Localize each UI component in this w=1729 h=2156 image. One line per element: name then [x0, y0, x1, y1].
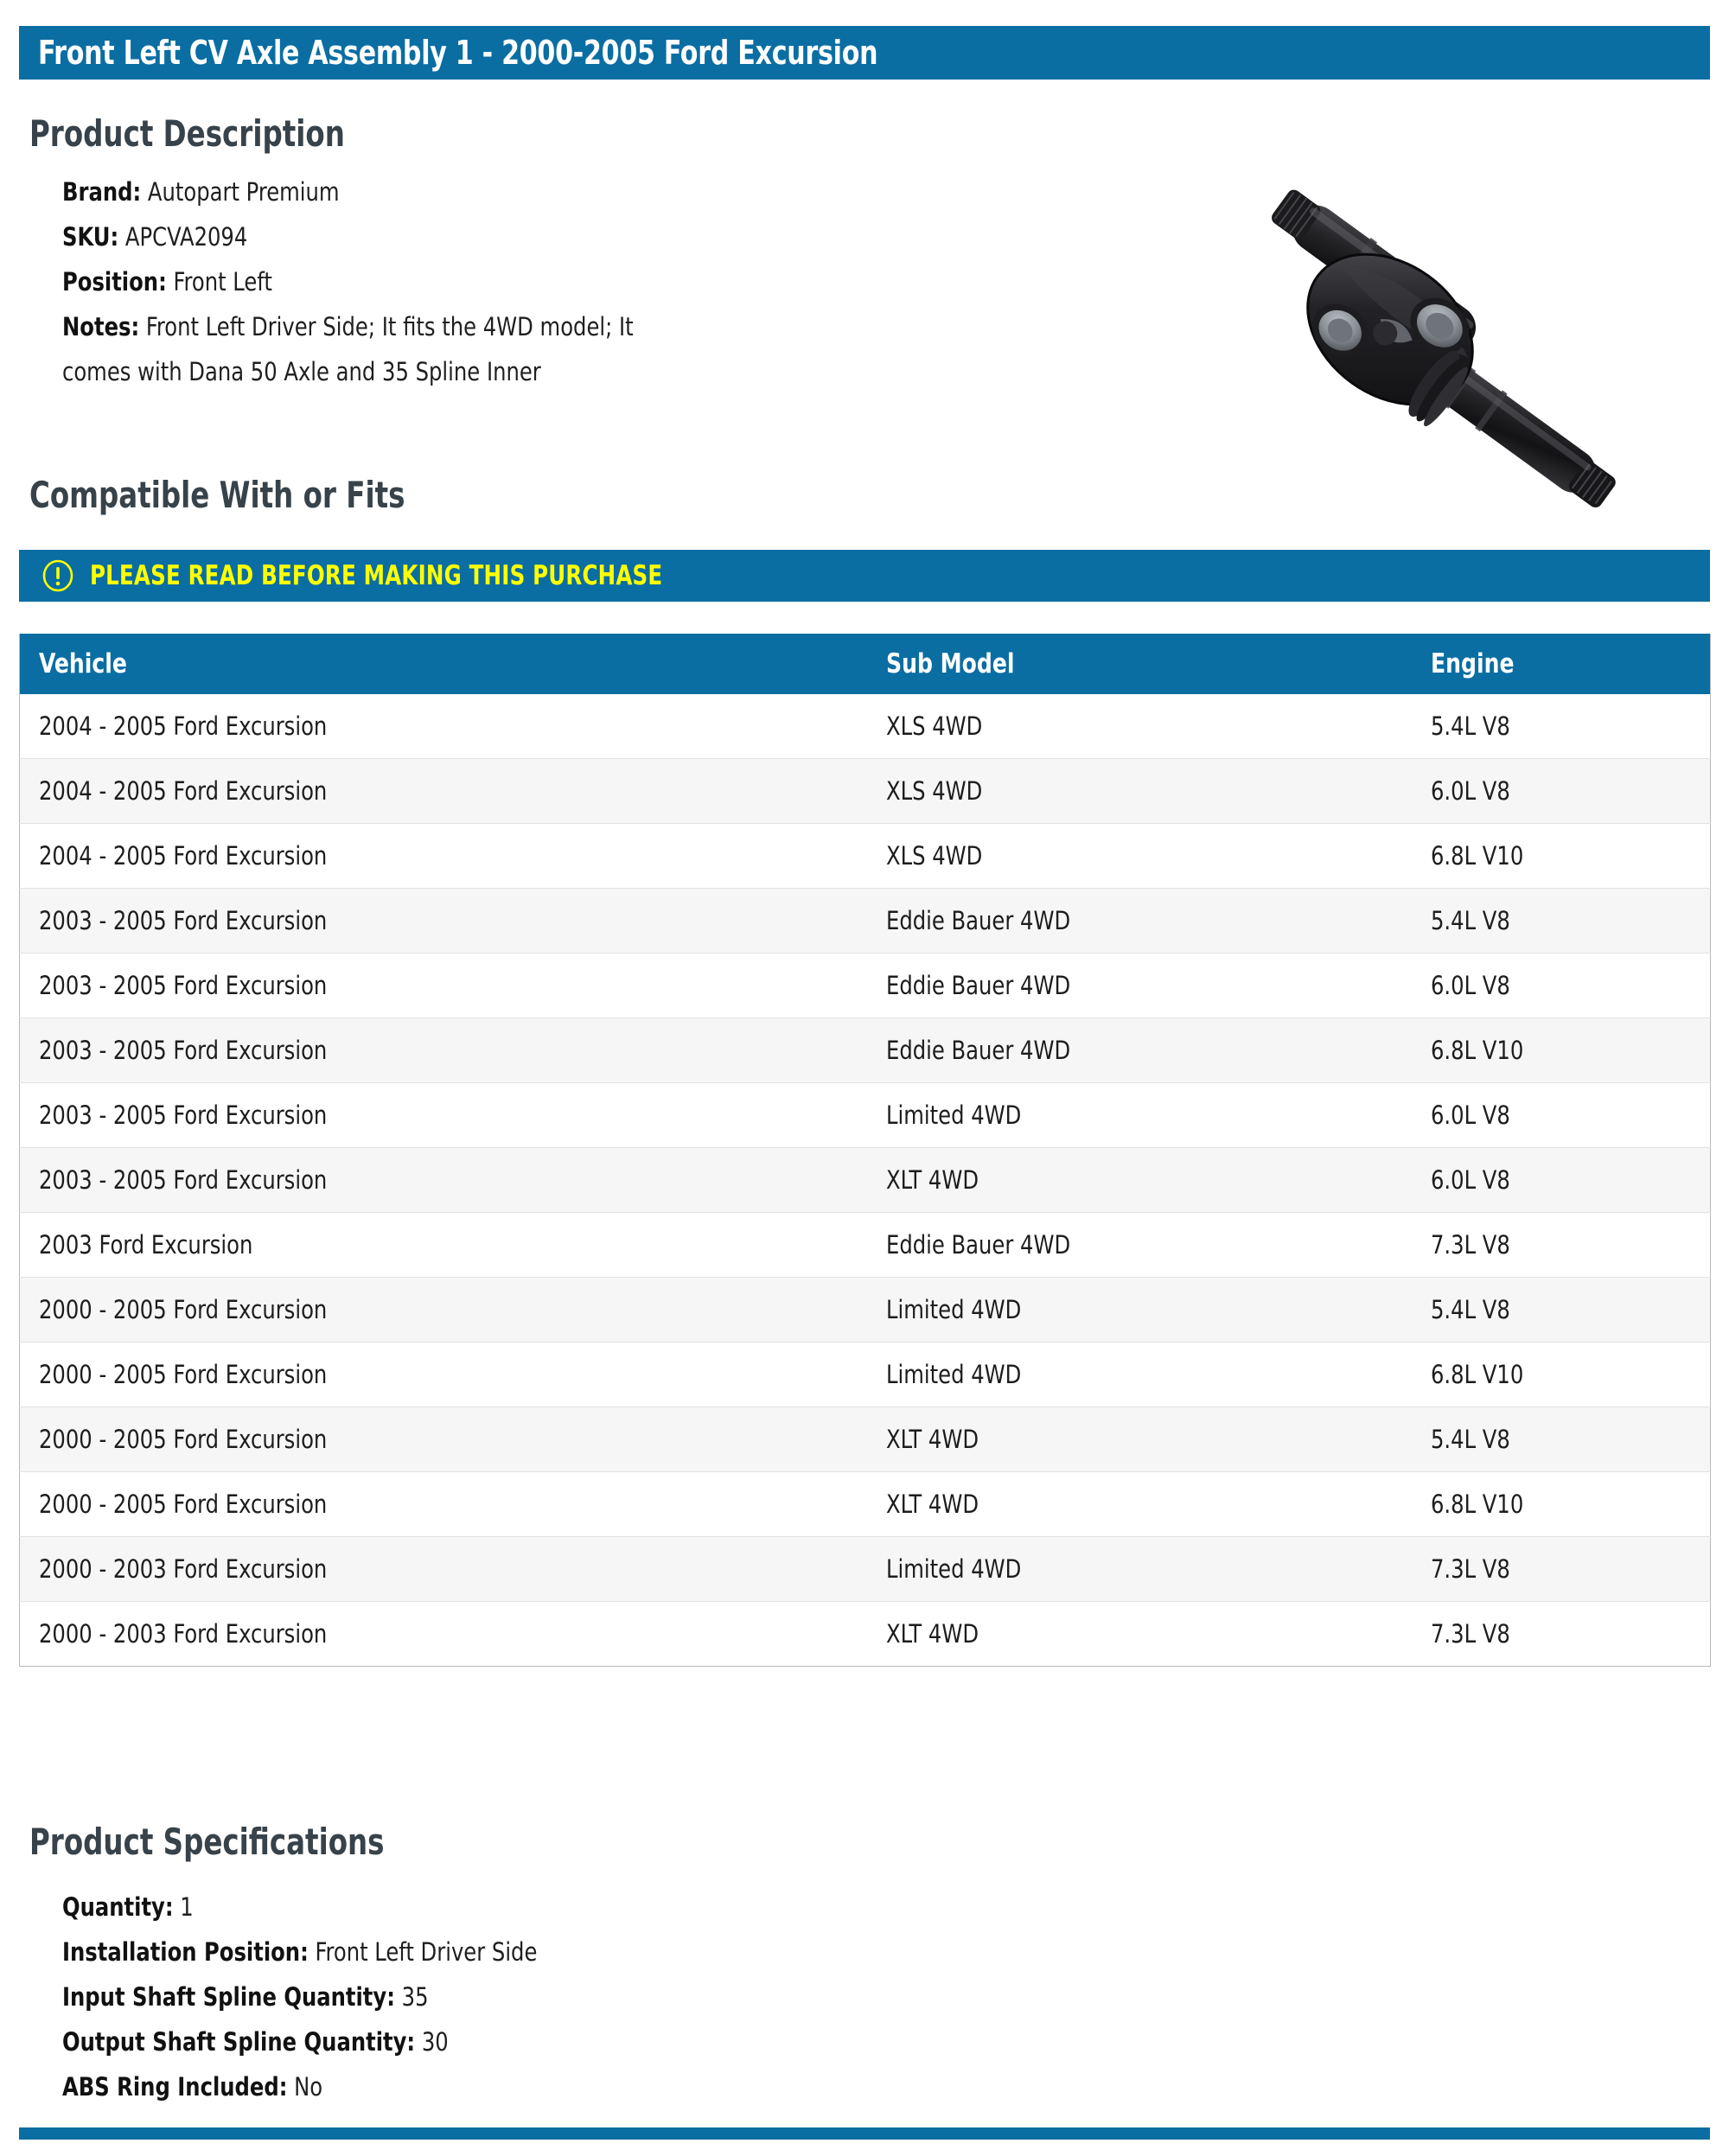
cell-sub-model: XLT 4WD	[867, 1407, 1412, 1472]
cell-sub-model: Eddie Bauer 4WD	[867, 1018, 1412, 1083]
cell-vehicle: 2000 - 2005 Ford Excursion	[20, 1472, 867, 1537]
cell-vehicle: 2000 - 2003 Ford Excursion	[20, 1602, 867, 1667]
compatibility-table-head	[20, 634, 1711, 694]
cell-vehicle: 2003 - 2005 Ford Excursion	[20, 954, 867, 1018]
table-header-row	[20, 634, 1711, 694]
description-label-sku: SKU:	[62, 222, 119, 252]
cell-vehicle: 2000 - 2003 Ford Excursion	[20, 1537, 867, 1602]
cell-vehicle: 2004 - 2005 Ford Excursion	[20, 824, 867, 889]
product-description-heading: Product Description	[29, 112, 345, 155]
compatibility-heading: Compatible With or Fits	[29, 474, 405, 516]
cell-vehicle: 2003 - 2005 Ford Excursion	[20, 1018, 867, 1083]
description-label-position: Position:	[62, 267, 167, 297]
cell-engine: 5.4L V8	[1412, 889, 1711, 954]
purchase-warning-text: PLEASE READ BEFORE MAKING THIS PURCHASE	[90, 560, 663, 591]
specifications-heading: Product Specifications	[29, 1821, 385, 1863]
purchase-warning-banner	[19, 550, 1710, 602]
cell-sub-model: Limited 4WD	[867, 1343, 1412, 1407]
cell-engine: 6.8L V10	[1412, 1472, 1711, 1537]
description-value-notes: Front Left Driver Side; It fits the 4WD model; It comes with Dana 50 Axle and 35 Spline Inner	[62, 312, 634, 386]
cell-engine: 6.0L V8	[1412, 1148, 1711, 1213]
cell-engine: 6.0L V8	[1412, 954, 1711, 1018]
cell-engine: 6.8L V10	[1412, 1343, 1711, 1407]
table-row	[20, 759, 1711, 824]
table-row	[20, 954, 1711, 1018]
cell-sub-model: XLT 4WD	[867, 1602, 1412, 1667]
spec-label-installation-position: Installation Position:	[62, 1937, 309, 1967]
cell-sub-model: Limited 4WD	[867, 1537, 1412, 1602]
cell-vehicle: 2003 - 2005 Ford Excursion	[20, 1148, 867, 1213]
cell-engine: 6.8L V10	[1412, 1018, 1711, 1083]
column-header-sub-model: Sub Model	[867, 634, 1412, 694]
spec-value-quantity: 1	[180, 1892, 194, 1922]
spec-field-installation-position	[62, 1930, 1188, 1974]
table-row	[20, 1018, 1711, 1083]
description-value-position: Front Left	[173, 267, 272, 297]
cell-engine: 6.0L V8	[1412, 1083, 1711, 1148]
cell-engine: 5.4L V8	[1412, 1407, 1711, 1472]
table-row	[20, 1472, 1711, 1537]
cell-vehicle: 2004 - 2005 Ford Excursion	[20, 759, 867, 824]
cell-sub-model: Limited 4WD	[867, 1278, 1412, 1343]
table-row	[20, 1213, 1711, 1278]
table-row	[20, 1407, 1711, 1472]
cell-vehicle: 2004 - 2005 Ford Excursion	[20, 694, 867, 759]
cell-sub-model: Eddie Bauer 4WD	[867, 954, 1412, 1018]
cell-sub-model: Limited 4WD	[867, 1083, 1412, 1148]
page-title: Front Left CV Axle Assembly 1 - 2000-2005 Ford Excursion	[38, 34, 878, 72]
table-row	[20, 1148, 1711, 1213]
specifications-list	[62, 1885, 1273, 2109]
cell-sub-model: XLS 4WD	[867, 694, 1412, 759]
description-value-brand: Autopart Premium	[147, 177, 340, 207]
page-title-bar	[19, 26, 1710, 80]
compatibility-table	[19, 634, 1711, 1667]
spec-value-output-shaft-spline-quantity: 30	[421, 2027, 449, 2057]
spec-label-quantity: Quantity:	[62, 1892, 174, 1922]
compatibility-table-body	[20, 694, 1711, 1667]
spec-value-input-shaft-spline-quantity: 35	[401, 1982, 429, 2012]
cell-sub-model: Eddie Bauer 4WD	[867, 889, 1412, 954]
cell-engine: 5.4L V8	[1412, 694, 1711, 759]
spec-field-abs-ring-included	[62, 2064, 1188, 2109]
spec-label-abs-ring-included: ABS Ring Included:	[62, 2072, 288, 2102]
cell-engine: 6.8L V10	[1412, 824, 1711, 889]
spec-label-output-shaft-spline-quantity: Output Shaft Spline Quantity:	[62, 2027, 416, 2057]
spec-value-abs-ring-included: No	[294, 2072, 323, 2102]
spec-field-input-shaft-spline-quantity	[62, 1974, 1188, 2019]
table-row	[20, 694, 1711, 759]
description-field-sku	[62, 214, 1027, 259]
cell-engine: 6.0L V8	[1412, 759, 1711, 824]
description-field-position	[62, 259, 1027, 304]
table-row	[20, 889, 1711, 954]
product-image	[1150, 83, 1634, 541]
description-label-brand: Brand:	[62, 177, 142, 207]
cell-sub-model: XLT 4WD	[867, 1148, 1412, 1213]
cell-vehicle: 2003 - 2005 Ford Excursion	[20, 889, 867, 954]
cell-vehicle: 2000 - 2005 Ford Excursion	[20, 1343, 867, 1407]
table-row	[20, 824, 1711, 889]
cell-sub-model: XLS 4WD	[867, 824, 1412, 889]
table-row	[20, 1278, 1711, 1343]
description-field-notes	[62, 304, 641, 394]
cell-engine: 7.3L V8	[1412, 1602, 1711, 1667]
column-header-engine: Engine	[1412, 634, 1711, 694]
description-value-sku: APCVA2094	[124, 222, 248, 252]
product-description-list	[62, 169, 1100, 394]
table-row	[20, 1602, 1711, 1667]
spec-field-output-shaft-spline-quantity	[62, 2019, 1188, 2064]
spec-value-installation-position: Front Left Driver Side	[315, 1937, 538, 1967]
table-row	[20, 1537, 1711, 1602]
cell-sub-model: XLS 4WD	[867, 759, 1412, 824]
cell-sub-model: XLT 4WD	[867, 1472, 1412, 1537]
cell-vehicle: 2000 - 2005 Ford Excursion	[20, 1278, 867, 1343]
cell-vehicle: 2003 Ford Excursion	[20, 1213, 867, 1278]
cell-engine: 7.3L V8	[1412, 1213, 1711, 1278]
spec-label-input-shaft-spline-quantity: Input Shaft Spline Quantity:	[62, 1982, 395, 2012]
spec-field-quantity	[62, 1885, 1188, 1930]
footer-accent-bar	[19, 2127, 1710, 2140]
cell-sub-model: Eddie Bauer 4WD	[867, 1213, 1412, 1278]
cell-engine: 7.3L V8	[1412, 1537, 1711, 1602]
column-header-vehicle: Vehicle	[20, 634, 867, 694]
table-row	[20, 1343, 1711, 1407]
cell-engine: 5.4L V8	[1412, 1278, 1711, 1343]
table-row	[20, 1083, 1711, 1148]
cell-vehicle: 2000 - 2005 Ford Excursion	[20, 1407, 867, 1472]
description-label-notes: Notes:	[62, 312, 140, 341]
exclamation-circle-icon	[41, 559, 74, 592]
cell-vehicle: 2003 - 2005 Ford Excursion	[20, 1083, 867, 1148]
description-field-brand	[62, 169, 1027, 214]
